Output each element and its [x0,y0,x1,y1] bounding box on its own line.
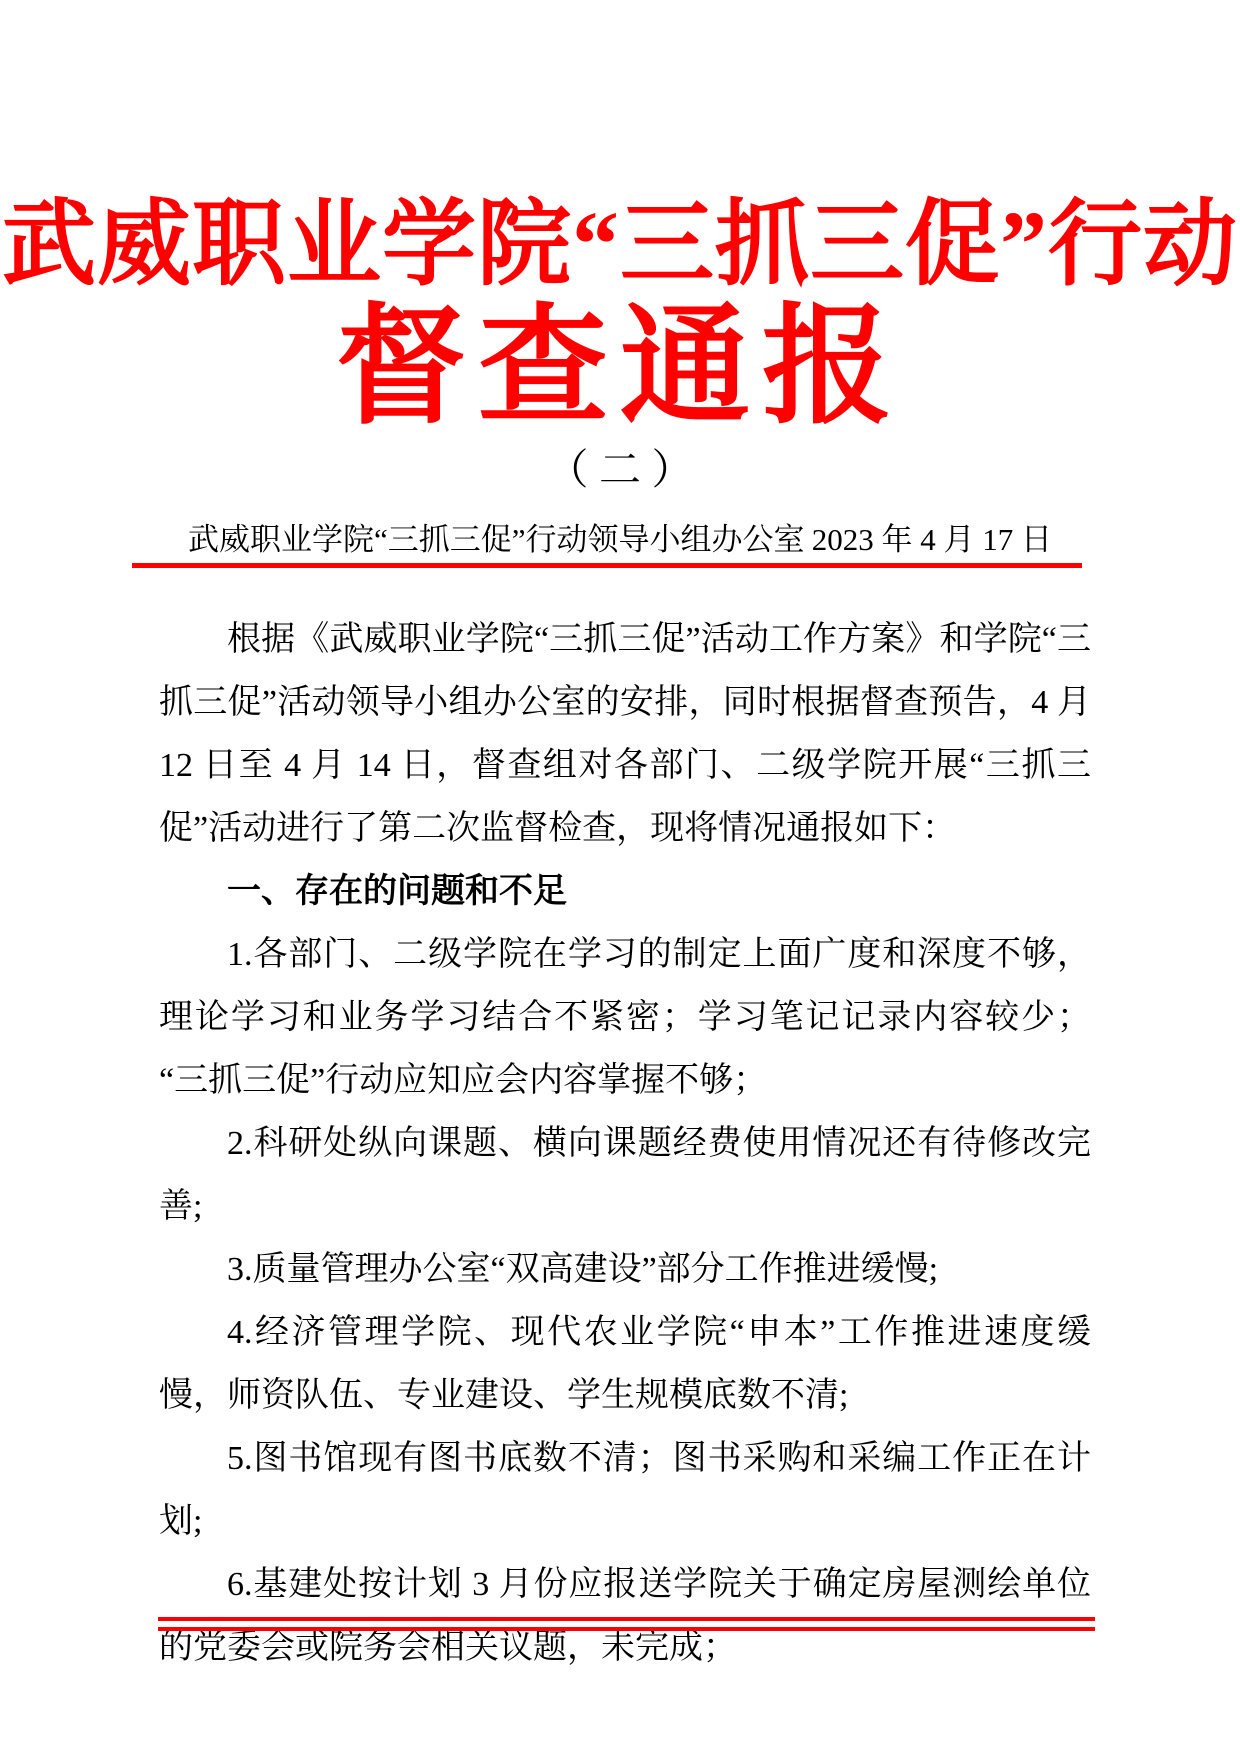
document-title-line2: 督查通报 [335,296,904,440]
issue-item-3: 3.质量管理办公室“双高建设”部分工作推进缓慢; [227,1251,939,1289]
byline-date: 2023 年 4 月 17 日 [811,521,1052,557]
header-rule [132,563,1082,568]
section-heading-problems: 一、存在的问题和不足 [227,872,567,911]
intro-paragraph: 根据《武威职业学院“三抓三促”活动工作方案》和学院“三抓三促”活动领导小组办公室的安排，同时根据督查预告，4 月 12 日至 4 月 14 日，督查组对各部门、二级学院开展“三抓三促”活动进行了第二次监督检查，现将情况通报如下： [159,621,1091,848]
footer-double-rule [158,1617,1095,1631]
document-body [159,608,1091,1679]
issue-item-5: 5.图书馆现有图书底数不清；图书采购和采编工作正在计划; [159,1440,1091,1541]
byline-office: 武威职业学院“三抓三促”行动领导小组办公室 [188,521,805,557]
issue-item-1: 1.各部门、二级学院在学习的制定上面广度和深度不够，理论学习和业务学习结合不紧密；学习笔记记录内容较少；“三抓三促”行动应知应会内容掌握不够； [159,936,1091,1100]
byline [132,521,1082,558]
issue-number: （ 二 ） [546,447,694,494]
issue-item-4: 4.经济管理学院、现代农业学院“申本”工作推进速度缓慢，师资队伍、专业建设、学生规模底数不清; [159,1314,1091,1415]
issue-item-6: 6.基建处按计划 3 月份应报送学院关于确定房屋测绘单位的党委会或院务会相关议题，未完成； [159,1566,1091,1667]
issue-item-2: 2.科研处纵向课题、横向课题经费使用情况还有待修改完善; [159,1125,1091,1226]
document-title-line1: 武威职业学院“三抓三促”行动 [1,193,1238,297]
